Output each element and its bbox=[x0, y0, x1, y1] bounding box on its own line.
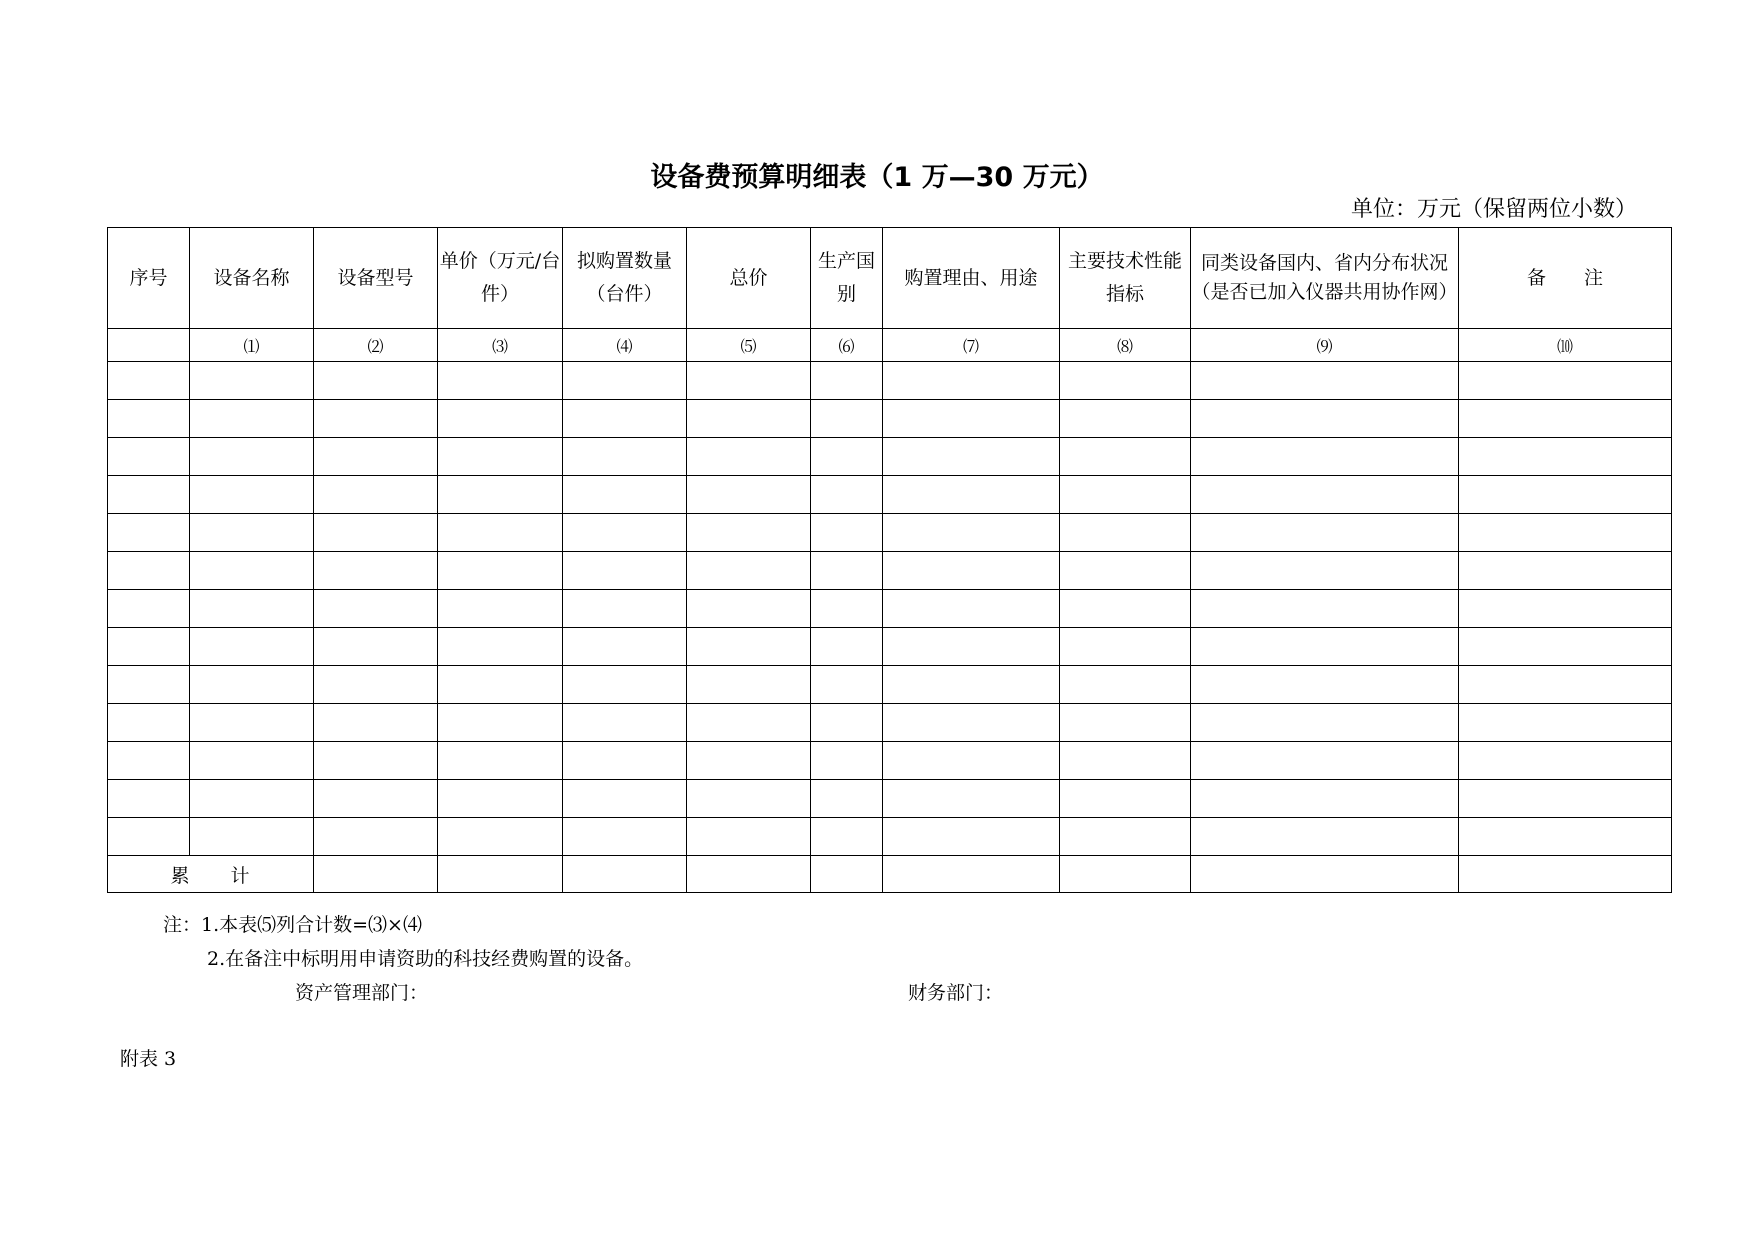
table-cell[interactable] bbox=[438, 514, 563, 552]
table-cell[interactable] bbox=[438, 438, 563, 476]
table-cell[interactable] bbox=[1191, 476, 1459, 514]
table-cell[interactable] bbox=[190, 362, 314, 400]
column-number: ⑽ bbox=[1459, 329, 1672, 362]
table-cell[interactable] bbox=[687, 704, 811, 742]
table-cell[interactable] bbox=[1191, 400, 1459, 438]
table-cell[interactable] bbox=[811, 476, 883, 514]
column-number: ⑺ bbox=[883, 329, 1060, 362]
table-cell[interactable] bbox=[190, 400, 314, 438]
table-cell[interactable] bbox=[1060, 362, 1191, 400]
table-cell[interactable] bbox=[811, 780, 883, 818]
table-cell[interactable] bbox=[563, 476, 687, 514]
table-row bbox=[108, 400, 1672, 438]
table-row bbox=[108, 818, 1672, 856]
table-cell[interactable] bbox=[563, 362, 687, 400]
table-cell[interactable] bbox=[563, 552, 687, 590]
table-cell[interactable] bbox=[1060, 400, 1191, 438]
table-cell[interactable] bbox=[190, 438, 314, 476]
table-cell[interactable] bbox=[883, 780, 1060, 818]
table-cell[interactable] bbox=[687, 590, 811, 628]
table-cell[interactable] bbox=[1191, 628, 1459, 666]
table-cell[interactable] bbox=[883, 476, 1060, 514]
table-row bbox=[108, 476, 1672, 514]
table-row bbox=[108, 742, 1672, 780]
table-cell[interactable] bbox=[314, 476, 438, 514]
table-cell[interactable] bbox=[1191, 666, 1459, 704]
total-cell[interactable] bbox=[563, 856, 687, 893]
table-cell[interactable] bbox=[108, 590, 190, 628]
table-cell[interactable] bbox=[687, 362, 811, 400]
header-cell: 设备型号 bbox=[314, 228, 438, 329]
table-cell[interactable] bbox=[190, 704, 314, 742]
table-cell[interactable] bbox=[563, 780, 687, 818]
table-cell[interactable] bbox=[883, 742, 1060, 780]
table-cell[interactable] bbox=[1060, 780, 1191, 818]
note-1: 注：1.本表⑸列合计数=⑶×⑷ bbox=[163, 914, 422, 936]
table-cell[interactable] bbox=[438, 818, 563, 856]
table-cell[interactable] bbox=[1191, 704, 1459, 742]
table-cell[interactable] bbox=[811, 552, 883, 590]
table-cell[interactable] bbox=[1459, 476, 1672, 514]
table-row bbox=[108, 590, 1672, 628]
table-cell[interactable] bbox=[1060, 666, 1191, 704]
table-cell[interactable] bbox=[883, 704, 1060, 742]
table-cell[interactable] bbox=[108, 552, 190, 590]
header-cell: 备 注 bbox=[1459, 228, 1672, 329]
table-cell[interactable] bbox=[190, 742, 314, 780]
table-cell[interactable] bbox=[1191, 514, 1459, 552]
header-cell: 单价（万元/台件） bbox=[438, 228, 563, 329]
table-cell[interactable] bbox=[438, 628, 563, 666]
table-cell[interactable] bbox=[563, 438, 687, 476]
table-cell[interactable] bbox=[811, 590, 883, 628]
table-cell[interactable] bbox=[438, 742, 563, 780]
table-cell[interactable] bbox=[314, 818, 438, 856]
table-cell[interactable] bbox=[563, 400, 687, 438]
table-cell[interactable] bbox=[1459, 514, 1672, 552]
table-cell[interactable] bbox=[438, 666, 563, 704]
table-cell[interactable] bbox=[811, 438, 883, 476]
table-cell[interactable] bbox=[1459, 704, 1672, 742]
column-number bbox=[108, 329, 190, 362]
table-cell[interactable] bbox=[314, 438, 438, 476]
table-cell[interactable] bbox=[811, 818, 883, 856]
table-cell[interactable] bbox=[190, 780, 314, 818]
total-cell[interactable] bbox=[1459, 856, 1672, 893]
table-row bbox=[108, 362, 1672, 400]
table-cell[interactable] bbox=[883, 552, 1060, 590]
table-cell[interactable] bbox=[883, 818, 1060, 856]
header-row bbox=[108, 228, 1672, 329]
table-cell[interactable] bbox=[811, 362, 883, 400]
table-cell[interactable] bbox=[314, 780, 438, 818]
table-cell[interactable] bbox=[1060, 552, 1191, 590]
table-cell[interactable] bbox=[883, 438, 1060, 476]
budget-table bbox=[107, 227, 1672, 893]
column-number: ⑸ bbox=[687, 329, 811, 362]
table-cell[interactable] bbox=[190, 514, 314, 552]
attachment-label: 附表 3 bbox=[120, 1048, 177, 1070]
table-cell[interactable] bbox=[438, 476, 563, 514]
table-cell[interactable] bbox=[314, 552, 438, 590]
column-number: ⑻ bbox=[1060, 329, 1191, 362]
table-cell[interactable] bbox=[1060, 590, 1191, 628]
total-row bbox=[108, 856, 1672, 893]
column-number: ⑼ bbox=[1191, 329, 1459, 362]
table-cell[interactable] bbox=[811, 742, 883, 780]
table-cell[interactable] bbox=[1060, 438, 1191, 476]
table-cell[interactable] bbox=[190, 590, 314, 628]
column-number: ⑴ bbox=[190, 329, 314, 362]
asset-dept-label: 资产管理部门： bbox=[295, 982, 429, 1004]
table-cell[interactable] bbox=[314, 362, 438, 400]
table-cell[interactable] bbox=[1459, 742, 1672, 780]
table-cell[interactable] bbox=[687, 818, 811, 856]
table-cell[interactable] bbox=[438, 400, 563, 438]
table-cell[interactable] bbox=[314, 704, 438, 742]
total-cell[interactable] bbox=[687, 856, 811, 893]
table-row bbox=[108, 780, 1672, 818]
table-cell[interactable] bbox=[1060, 628, 1191, 666]
table-cell[interactable] bbox=[108, 514, 190, 552]
table-cell[interactable] bbox=[108, 438, 190, 476]
table-cell[interactable] bbox=[190, 628, 314, 666]
table-row bbox=[108, 704, 1672, 742]
table-cell[interactable] bbox=[1459, 780, 1672, 818]
table-cell[interactable] bbox=[883, 590, 1060, 628]
table-cell[interactable] bbox=[108, 780, 190, 818]
table-cell[interactable] bbox=[811, 400, 883, 438]
table-cell[interactable] bbox=[314, 742, 438, 780]
finance-dept-label: 财务部门： bbox=[908, 982, 1004, 1004]
table-cell[interactable] bbox=[563, 666, 687, 704]
table-cell[interactable] bbox=[1191, 818, 1459, 856]
table-cell[interactable] bbox=[190, 666, 314, 704]
table-cell[interactable] bbox=[687, 666, 811, 704]
column-number: ⑵ bbox=[314, 329, 438, 362]
table-cell[interactable] bbox=[687, 400, 811, 438]
table-cell[interactable] bbox=[1459, 400, 1672, 438]
table-cell[interactable] bbox=[314, 628, 438, 666]
table-row bbox=[108, 628, 1672, 666]
table-cell[interactable] bbox=[1459, 590, 1672, 628]
table-row bbox=[108, 514, 1672, 552]
total-label: 累 计 bbox=[108, 856, 314, 893]
table-cell[interactable] bbox=[883, 666, 1060, 704]
table-cell[interactable] bbox=[687, 628, 811, 666]
table-cell[interactable] bbox=[1191, 590, 1459, 628]
total-cell[interactable] bbox=[314, 856, 438, 893]
table-cell[interactable] bbox=[1060, 818, 1191, 856]
column-number: ⑹ bbox=[811, 329, 883, 362]
header-cell: 购置理由、用途 bbox=[883, 228, 1060, 329]
unit-label: 单位：万元（保留两位小数） bbox=[1350, 197, 1637, 222]
table-cell[interactable] bbox=[1060, 476, 1191, 514]
table-cell[interactable] bbox=[314, 666, 438, 704]
table-cell[interactable] bbox=[1060, 742, 1191, 780]
table-body bbox=[108, 362, 1672, 856]
table-cell[interactable] bbox=[108, 666, 190, 704]
table-cell[interactable] bbox=[190, 552, 314, 590]
header-cell: 总价 bbox=[687, 228, 811, 329]
header-cell: 主要技术性能指标 bbox=[1060, 228, 1191, 329]
table-cell[interactable] bbox=[687, 780, 811, 818]
table-cell[interactable] bbox=[108, 742, 190, 780]
total-cell[interactable] bbox=[1060, 856, 1191, 893]
column-number-row bbox=[108, 329, 1672, 362]
table-cell[interactable] bbox=[1459, 628, 1672, 666]
total-cell[interactable] bbox=[438, 856, 563, 893]
table-cell[interactable] bbox=[190, 818, 314, 856]
table-cell[interactable] bbox=[883, 362, 1060, 400]
table-cell[interactable] bbox=[811, 628, 883, 666]
note-2: 2.在备注中标明用申请资助的科技经费购置的设备。 bbox=[207, 948, 644, 970]
table-cell[interactable] bbox=[563, 590, 687, 628]
header-cell: 拟购置数量（台件） bbox=[563, 228, 687, 329]
table-cell[interactable] bbox=[1060, 514, 1191, 552]
table-cell[interactable] bbox=[1191, 362, 1459, 400]
column-number: ⑶ bbox=[438, 329, 563, 362]
table-cell[interactable] bbox=[108, 628, 190, 666]
column-number: ⑷ bbox=[563, 329, 687, 362]
table-cell[interactable] bbox=[1459, 818, 1672, 856]
table-cell[interactable] bbox=[1459, 666, 1672, 704]
table-cell[interactable] bbox=[883, 628, 1060, 666]
table-cell[interactable] bbox=[108, 704, 190, 742]
table-row bbox=[108, 438, 1672, 476]
header-cell: 同类设备国内、省内分布状况（是否已加入仪器共用协作网） bbox=[1191, 228, 1459, 329]
table-cell[interactable] bbox=[1459, 438, 1672, 476]
table-cell[interactable] bbox=[108, 362, 190, 400]
total-cell[interactable] bbox=[811, 856, 883, 893]
total-cell[interactable] bbox=[883, 856, 1060, 893]
table-cell[interactable] bbox=[438, 780, 563, 818]
table-cell[interactable] bbox=[687, 552, 811, 590]
table-row bbox=[108, 666, 1672, 704]
table-cell[interactable] bbox=[438, 590, 563, 628]
table-cell[interactable] bbox=[314, 590, 438, 628]
table-cell[interactable] bbox=[811, 704, 883, 742]
table-cell[interactable] bbox=[108, 400, 190, 438]
total-cell[interactable] bbox=[1191, 856, 1459, 893]
table-cell[interactable] bbox=[314, 400, 438, 438]
table-cell[interactable] bbox=[1459, 362, 1672, 400]
table-cell[interactable] bbox=[1459, 552, 1672, 590]
table-cell[interactable] bbox=[1191, 742, 1459, 780]
table-cell[interactable] bbox=[438, 552, 563, 590]
table-cell[interactable] bbox=[1191, 780, 1459, 818]
table-cell[interactable] bbox=[438, 362, 563, 400]
table-cell[interactable] bbox=[1191, 552, 1459, 590]
table-cell[interactable] bbox=[883, 400, 1060, 438]
table-cell[interactable] bbox=[563, 742, 687, 780]
table-cell[interactable] bbox=[687, 438, 811, 476]
table-cell[interactable] bbox=[563, 628, 687, 666]
table-cell[interactable] bbox=[687, 742, 811, 780]
page-title: 设备费预算明细表（1 万—30 万元） bbox=[650, 162, 1104, 193]
table-cell[interactable] bbox=[108, 476, 190, 514]
table-cell[interactable] bbox=[1060, 704, 1191, 742]
table-cell[interactable] bbox=[190, 476, 314, 514]
header-cell: 生产国别 bbox=[811, 228, 883, 329]
table-row bbox=[108, 552, 1672, 590]
header-cell: 序号 bbox=[108, 228, 190, 329]
table-cell[interactable] bbox=[1191, 438, 1459, 476]
table-cell[interactable] bbox=[563, 514, 687, 552]
table-cell[interactable] bbox=[883, 514, 1060, 552]
table-cell[interactable] bbox=[438, 704, 563, 742]
header-cell: 设备名称 bbox=[190, 228, 314, 329]
table-cell[interactable] bbox=[687, 514, 811, 552]
table-cell[interactable] bbox=[108, 818, 190, 856]
table-cell[interactable] bbox=[563, 704, 687, 742]
table-cell[interactable] bbox=[563, 818, 687, 856]
table-cell[interactable] bbox=[314, 514, 438, 552]
table-cell[interactable] bbox=[687, 476, 811, 514]
table-cell[interactable] bbox=[811, 666, 883, 704]
table-cell[interactable] bbox=[811, 514, 883, 552]
